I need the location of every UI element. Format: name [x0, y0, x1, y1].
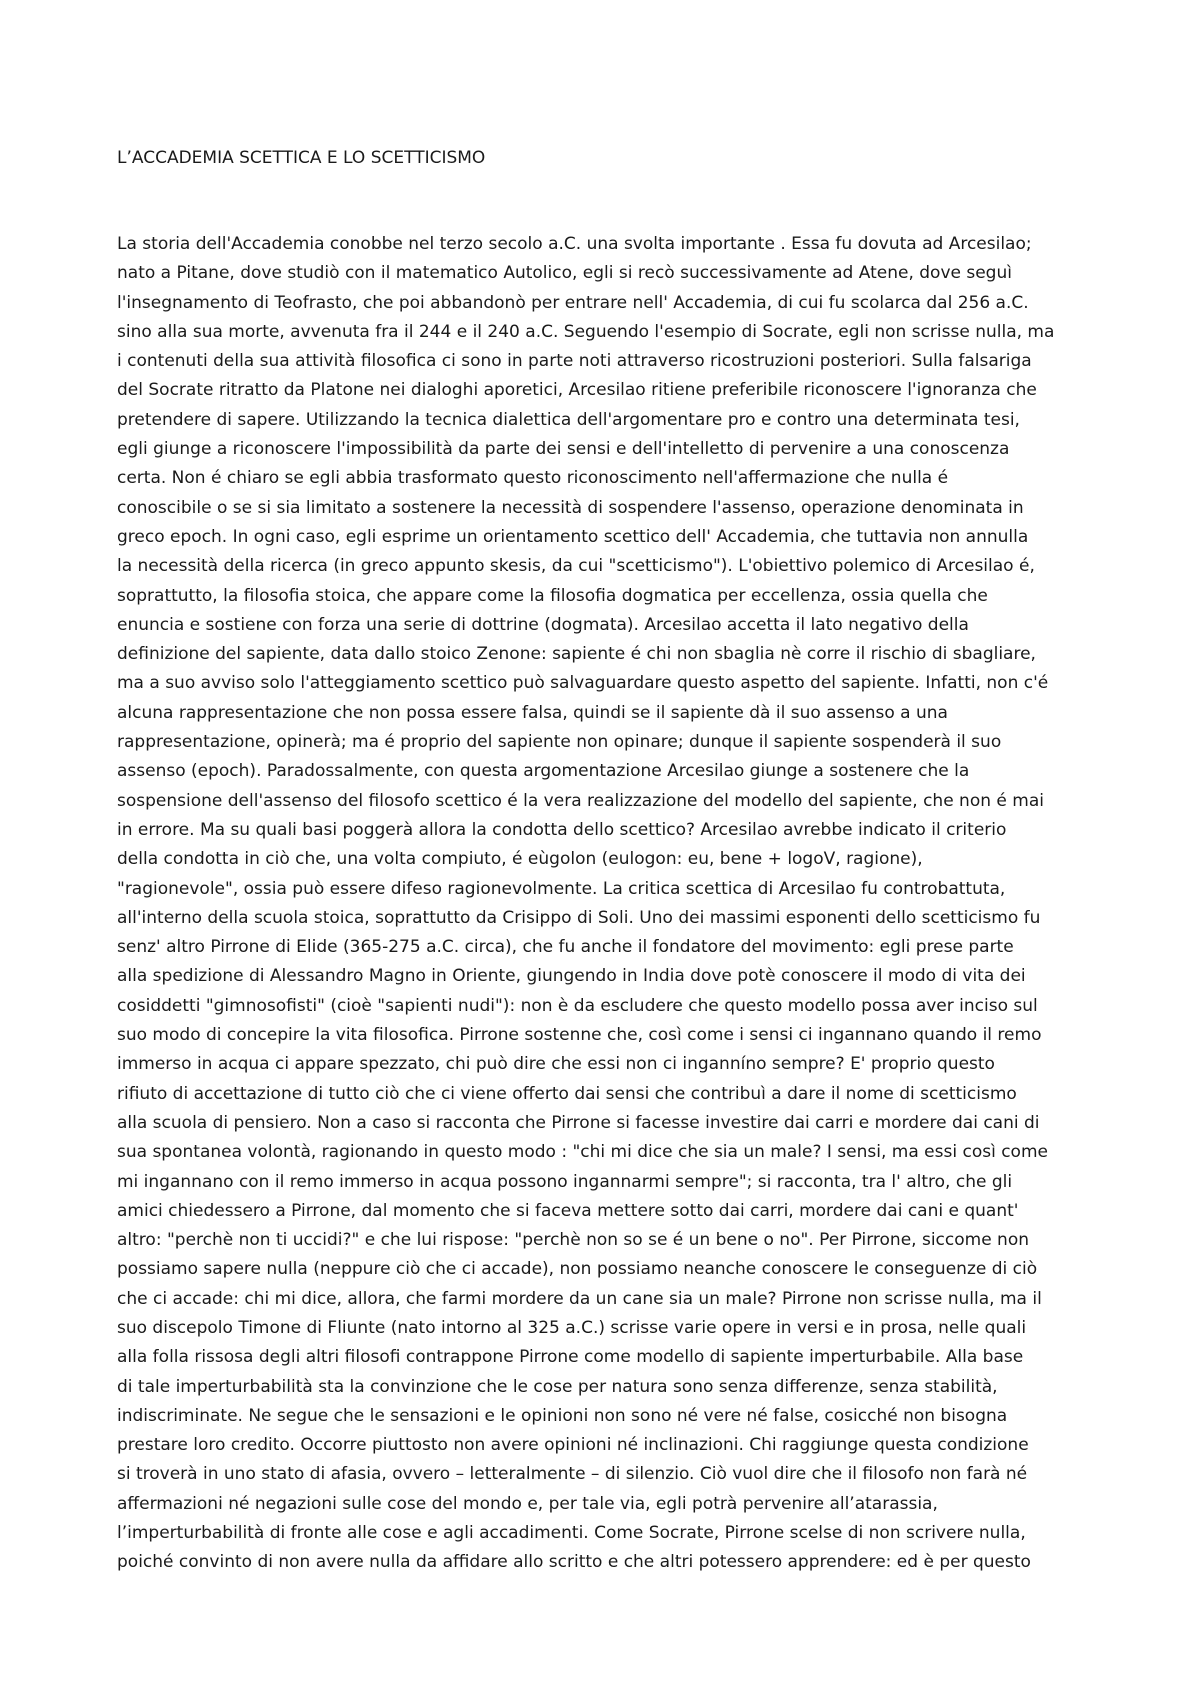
text-line: immerso in acqua ci appare spezzato, chi può dire che essi non ci inganníno sempre? E' proprio questo	[117, 1054, 995, 1075]
text-line: ma a suo avviso solo l'atteggiamento scettico può salvaguardare questo aspetto del sapiente. Infatti, non c'é	[117, 673, 1049, 694]
text-line: egli giunge a riconoscere l'impossibilità da parte dei sensi e dell'intelletto di pervenire a una conoscenza	[117, 439, 1010, 460]
text-line: che ci accade: chi mi dice, allora, che farmi mordere da un cane sia un male? Pirrone non scrisse nulla, ma il	[117, 1288, 1042, 1309]
text-line: del Socrate ritratto da Platone nei dialoghi aporetici, Arcesilao ritiene preferibile riconoscere l'ignoranza che	[117, 380, 1037, 401]
text-line: cosiddetti "gimnosofisti" (cioè "sapienti nudi"): non è da escludere che questo modello possa aver inciso sul	[117, 995, 1038, 1016]
text-line: rappresentazione, opinerà; ma é proprio del sapiente non opinare; dunque il sapiente sospenderà il suo	[117, 732, 1002, 753]
text-line: alla spedizione di Alessandro Magno in Oriente, giungendo in India dove potè conoscere il modo di vita dei	[117, 966, 1026, 987]
text-line: sino alla sua morte, avvenuta fra il 244 e il 240 a.C. Seguendo l'esempio di Socrate, egli non scrisse nulla, ma	[117, 321, 1055, 342]
text-line: suo modo di concepire la vita filosofica. Pirrone sostenne che, così come i sensi ci ingannano quando il remo	[117, 1025, 1042, 1046]
text-line: greco epoch. In ogni caso, egli esprime un orientamento scettico dell' Accademia, che tuttavia non annulla	[117, 526, 1029, 547]
document-body	[117, 230, 1087, 1578]
text-line: sospensione dell'assenso del filosofo scettico é la vera realizzazione del modello del sapiente, che non é mai	[117, 790, 1044, 811]
text-line: altro: "perchè non ti uccidi?" e che lui rispose: "perchè non so se é un bene o no". Per Pirrone, siccome non	[117, 1230, 1030, 1251]
text-line: indiscriminate. Ne segue che le sensazioni e le opinioni non sono né vere né false, cosicché non bisogna	[117, 1405, 1008, 1426]
text-line: di tale imperturbabilità sta la convinzione che le cose per natura sono senza differenze, senza stabilità,	[117, 1376, 998, 1397]
text-line: all'interno della scuola stoica, soprattutto da Crisippo di Soli. Uno dei massimi esponenti dello scetticismo fu	[117, 907, 1041, 928]
text-line: della condotta in ciò che, una volta compiuto, é eùgolon (eulogon: eu, bene + logoV, ragione),	[117, 849, 923, 870]
text-line: certa. Non é chiaro se egli abbia trasformato questo riconoscimento nell'affermazione che nulla é	[117, 468, 949, 489]
text-line: affermazioni né negazioni sulle cose del mondo e, per tale via, egli potrà pervenire all’atarassia,	[117, 1493, 938, 1514]
text-line: enuncia e sostiene con forza una serie di dottrine (dogmata). Arcesilao accetta il lato negativo della	[117, 614, 969, 635]
text-line: alla folla rissosa degli altri filosofi contrappone Pirrone come modello di sapiente imperturbabile. Alla base	[117, 1347, 1024, 1368]
text-line: i contenuti della sua attività filosofica ci sono in parte noti attraverso ricostruzioni posteriori. Sulla falsariga	[117, 351, 1032, 372]
text-line: la necessità della ricerca (in greco appunto skesis, da cui "scetticismo"). L'obiettivo polemico di Arcesilao é,	[117, 556, 1035, 577]
text-line: prestare loro credito. Occorre piuttosto non avere opinioni né inclinazioni. Chi raggiunge questa condizione	[117, 1435, 1029, 1456]
text-line: conoscibile o se si sia limitato a sostenere la necessità di sospendere l'assenso, operazione denominata in	[117, 497, 1024, 518]
document-title: L’ACCADEMIA SCETTICA E LO SCETTICISMO	[117, 148, 486, 168]
text-line: rifiuto di accettazione di tutto ciò che ci viene offerto dai sensi che contribuì a dare il nome di scetticismo	[117, 1083, 1017, 1104]
text-line: possiamo sapere nulla (neppure ciò che ci accade), non possiamo neanche conoscere le conseguenze di ciò	[117, 1259, 1038, 1280]
text-line: l’imperturbabilità di fronte alle cose e agli accadimenti. Come Socrate, Pirrone scelse di non scrivere nulla,	[117, 1523, 1026, 1544]
text-line: suo discepolo Timone di Fliunte (nato intorno al 325 a.C.) scrisse varie opere in versi e in prosa, nelle quali	[117, 1317, 1027, 1338]
text-line: senz' altro Pirrone di Elide (365-275 a.C. circa), che fu anche il fondatore del movimento: egli prese parte	[117, 937, 1014, 958]
text-line: "ragionevole", ossia può essere difeso ragionevolmente. La critica scettica di Arcesilao fu controbattuta,	[117, 878, 1006, 899]
text-line: alla scuola di pensiero. Non a caso si racconta che Pirrone si facesse investire dai carri e mordere dai cani di	[117, 1112, 1040, 1133]
text-line: definizione del sapiente, data dallo stoico Zenone: sapiente é chi non sbaglia nè corre il rischio di sbagliare,	[117, 644, 1036, 665]
text-line: assenso (epoch). Paradossalmente, con questa argomentazione Arcesilao giunge a sostenere che la	[117, 761, 970, 782]
text-line: alcuna rappresentazione che non possa essere falsa, quindi se il sapiente dà il suo assenso a una	[117, 702, 948, 723]
text-line: pretendere di sapere. Utilizzando la tecnica dialettica dell'argomentare pro e contro una determinata tesi,	[117, 409, 1020, 430]
text-line: si troverà in uno stato di afasia, ovvero – letteralmente – di silenzio. Ciò vuol dire che il filosofo non farà né	[117, 1464, 1028, 1485]
text-line: soprattutto, la filosofia stoica, che appare come la filosofia dogmatica per eccellenza, ossia quella che	[117, 585, 988, 606]
text-line: in errore. Ma su quali basi poggerà allora la condotta dello scettico? Arcesilao avrebbe indicato il criterio	[117, 819, 1007, 840]
text-line: l'insegnamento di Teofrasto, che poi abbandonò per entrare nell' Accademia, di cui fu scolarca dal 256 a.C.	[117, 292, 1029, 313]
text-line: poiché convinto di non avere nulla da affidare allo scritto e che altri potessero apprendere: ed è per questo	[117, 1552, 1031, 1573]
text-line: amici chiedessero a Pirrone, dal momento che si faceva mettere sotto dai carri, mordere dai cani e quant'	[117, 1200, 1019, 1221]
text-line: sua spontanea volontà, ragionando in questo modo : "chi mi dice che sia un male? I sensi, ma essi così come	[117, 1142, 1048, 1163]
text-line: nato a Pitane, dove studiò con il matematico Autolico, egli si recò successivamente ad Atene, dove seguì	[117, 263, 1012, 284]
text-line: La storia dell'Accademia conobbe nel terzo secolo a.C. una svolta importante . Essa fu dovuta ad Arcesilao;	[117, 234, 1032, 254]
text-line: mi ingannano con il remo immerso in acqua possono ingannarmi sempre"; si racconta, tra l' altro, che gli	[117, 1171, 1013, 1192]
